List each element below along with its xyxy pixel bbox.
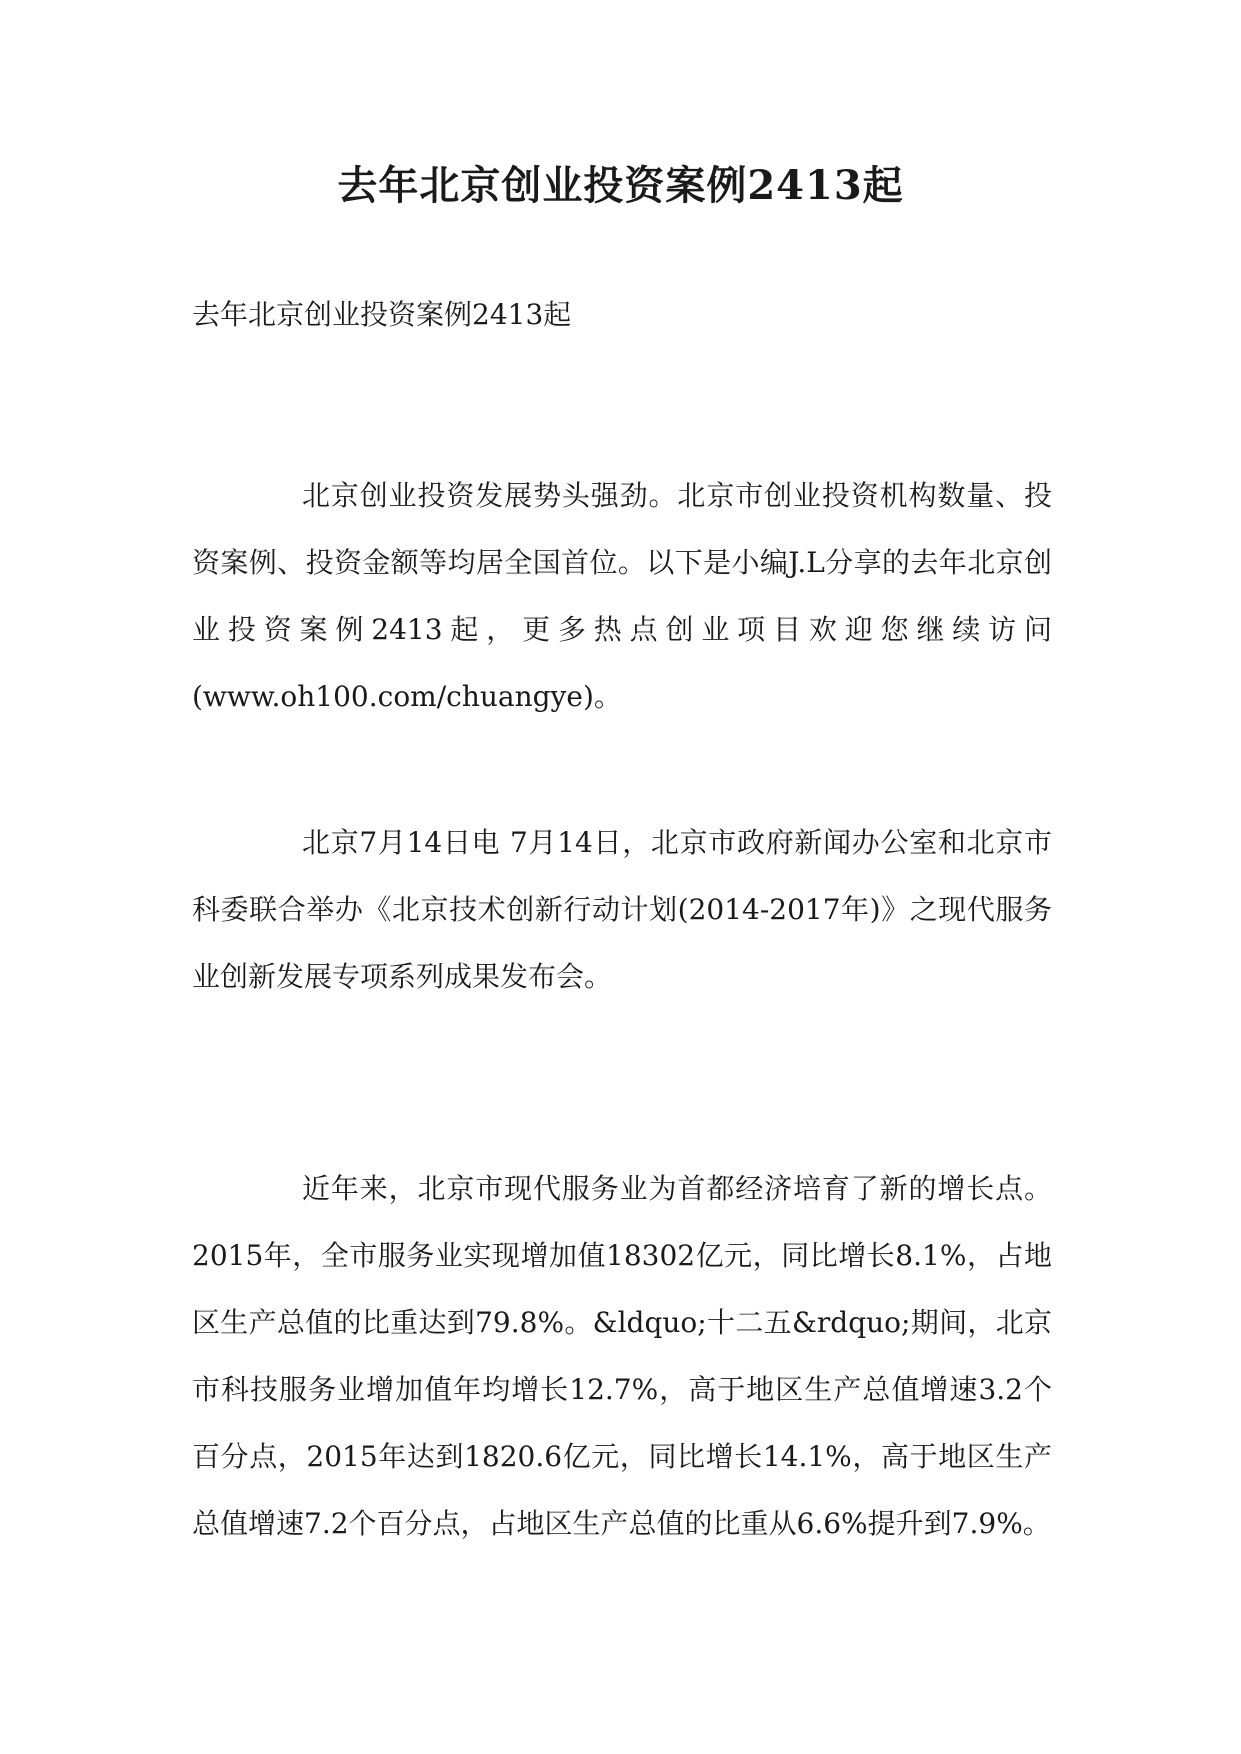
paragraph-press-conference: 北京7月14日电 7月14日，北京市政府新闻办公室和北京市科委联合举办《北京技术创新行动计划(2014-2017年)》之现代服务业创新发展专项系列成果发布会。 (192, 826, 1052, 993)
document-subtitle: 去年北京创业投资案例2413起 (192, 298, 572, 331)
document-title: 去年北京创业投资案例2413起 (337, 162, 904, 209)
paragraph-service-growth: 近年来，北京市现代服务业为首都经济培育了新的增长点。2015年，全市服务业实现增加值18302亿元，同比增长8.1%，占地区生产总值的比重达到79.8%。&ldquo;十二五&rdquo;期间，北京市科技服务业增加值年均增长12.7%，高于地区生产总值增速3.2个百分点，2015年达到1820.6亿元，同比增长14.1%，高于地区生产总值增速7.2个百分点，占地区生产总值的比重从6.6%提升到7.9%。 (192, 1172, 1052, 1540)
paragraph-intro: 北京创业投资发展势头强劲。北京市创业投资机构数量、投资案例、投资金额等均居全国首位。以下是小编J.L分享的去年北京创业投资案例2413起，更多热点创业项目欢迎您继续访问(www.oh100.com/chuangye)。 (192, 479, 1052, 713)
